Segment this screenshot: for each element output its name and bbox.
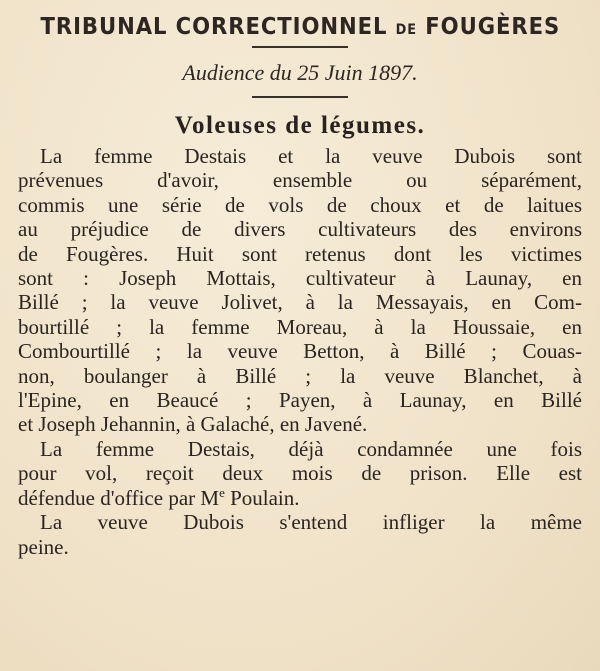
paragraph-line: l'Epine, en Beaucé ; Payen, à Launay, en Billé [18,388,582,413]
paragraph-line: bourtillé ; la femme Moreau, à la Houssaie, en [18,314,582,339]
paragraph-line: La femme Destais et la veuve Dubois sont [40,144,582,168]
title-superscript: e [219,484,225,500]
paragraph-line: sont : Joseph Mottais, cultivateur à Launay, en [18,266,582,291]
court-title-de: DE [395,22,418,38]
court-title [41,14,560,40]
paragraph-line: de Fougères. Huit sont retenus dont les victimes [18,241,582,266]
paragraph-line: pour vol, reçoit deux mois de prison. Elle est [18,461,582,486]
paragraph-line: au préjudice de divers cultivateurs des environs [18,217,582,242]
court-title-main: TRIBUNAL CORRECTIONNEL [40,14,388,40]
paragraph-line-tail: Poulain. [224,485,300,510]
article-heading: Voleuses de légumes. [174,112,426,139]
paragraph-line: La femme Destais, déjà condamnée une fois [40,436,582,461]
paragraph-line: non, boulanger à Billé ; la veuve Blanchet, à [18,363,582,388]
paragraph-line-with-title [18,486,582,510]
article-paragraph-3 [18,510,582,559]
paragraph-line: prévenues d'avoir, ensemble ou séparément, [18,168,582,193]
paragraph-line: et Joseph Jehannin, à Galaché, en Javené. [18,412,368,437]
divider-bottom [252,96,348,98]
article-paragraph-2 [18,437,582,510]
paragraph-line-text: défendue d'office par M [18,485,220,510]
session-date: Audience du 25 Juin 1897. [182,60,418,85]
divider-top [252,46,348,48]
court-title-city: FOUGÈRES [425,14,561,40]
article-paragraph-1 [18,144,582,437]
paragraph-line: Combourtillé ; la veuve Betton, à Billé ; Couas- [18,339,582,364]
paragraph-line: La veuve Dubois s'entend infliger la même [40,510,582,535]
paragraph-line: commis une série de vols de choux et de laitues [18,192,582,217]
paragraph-line: Billé ; la veuve Jolivet, à la Messayais, en Com- [18,290,582,315]
paragraph-line: peine. [18,534,69,559]
